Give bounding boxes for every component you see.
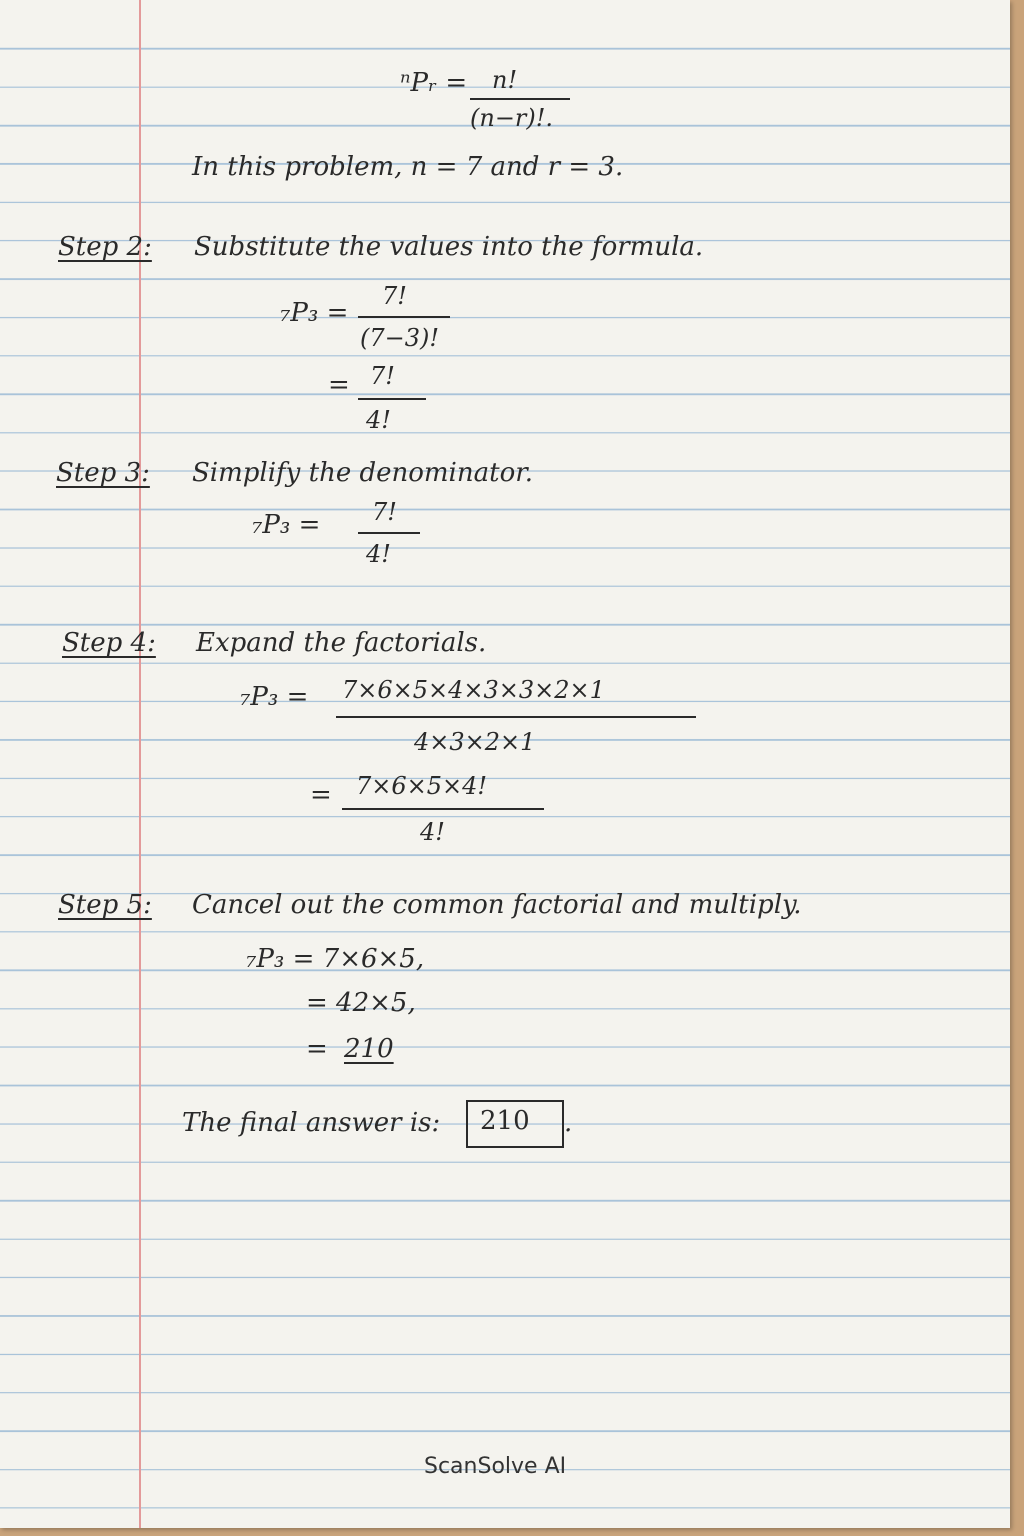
step4-text: Expand the factorials.: [196, 628, 487, 658]
formula-numerator: n!: [492, 66, 518, 94]
step3-text: Simplify the denominator.: [192, 458, 534, 488]
step4-line2-lhs: =: [310, 780, 332, 810]
step2-line1-fraction-bar: [358, 316, 450, 318]
step3-line1-lhs: ₇P₃ =: [252, 510, 321, 540]
step2-line2-fraction-bar: [358, 398, 426, 400]
step4-label: Step 4:: [62, 628, 156, 658]
step2-line2-lhs: =: [328, 370, 350, 400]
step5-text: Cancel out the common factorial and multiply.: [192, 890, 802, 920]
step5-line3-value: 210: [344, 1034, 394, 1064]
step3-line1-numerator: 7!: [372, 498, 397, 526]
final-answer-text: The final answer is:: [182, 1108, 441, 1138]
step2-label: Step 2:: [58, 232, 152, 262]
step2-line1-numerator: 7!: [382, 282, 407, 310]
step4-line2-denominator: 4!: [420, 818, 445, 846]
footer-brand: ScanSolve AI: [424, 1454, 567, 1479]
step4-line2-numerator: 7×6×5×4!: [356, 772, 488, 800]
final-answer-period: .: [564, 1108, 573, 1138]
intro-text: In this problem, n = 7 and r = 3.: [192, 152, 624, 182]
step2-line2-numerator: 7!: [370, 362, 395, 390]
step2-line1-denominator: (7−3)!: [360, 324, 440, 352]
step5-label: Step 5:: [58, 890, 152, 920]
step4-line1-lhs: ₇P₃ =: [240, 682, 309, 712]
step3-line1-fraction-bar: [358, 532, 420, 534]
step3-label: Step 3:: [56, 458, 150, 488]
step2-line1-lhs: ₇P₃ =: [280, 298, 349, 328]
formula-fraction-bar: [470, 98, 570, 100]
step4-line1-fraction-bar: [336, 716, 696, 718]
step3-line1-denominator: 4!: [366, 540, 391, 568]
formula-denominator: (n−r)!.: [470, 104, 554, 132]
step4-line2-fraction-bar: [342, 808, 544, 810]
step2-line2-denominator: 4!: [366, 406, 391, 434]
step2-text: Substitute the values into the formula.: [194, 232, 704, 262]
formula-lhs: ⁿPᵣ =: [400, 68, 468, 98]
final-answer-value: 210: [480, 1106, 530, 1136]
step5-line2: = 42×5,: [306, 988, 416, 1018]
step4-line1-denominator: 4×3×2×1: [414, 728, 536, 756]
step5-line3-equals: =: [306, 1034, 328, 1064]
step4-line1-numerator: 7×6×5×4×3×3×2×1: [342, 676, 605, 704]
margin-line: [139, 0, 141, 1528]
step5-line1: ₇P₃ = 7×6×5,: [246, 944, 425, 974]
